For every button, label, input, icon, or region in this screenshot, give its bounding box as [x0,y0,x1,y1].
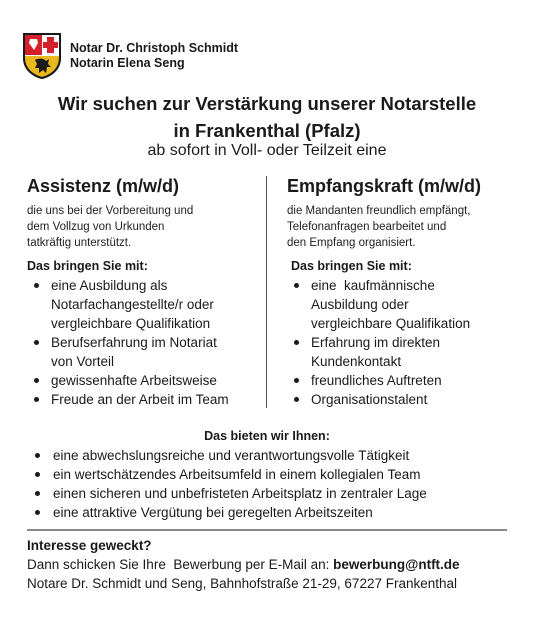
requirements-title: Das bringen Sie mit: [291,259,412,273]
headline-line-2: in Frankenthal (Pfalz) [173,120,361,141]
requirement-line: Berufserfahrung im Notariat [51,335,217,350]
description-line: die uns bei der Vorbereitung und [27,205,194,217]
headline-line-1: Wir suchen zur Verstärkung unserer Notarstelle [57,93,477,114]
requirement-item [287,276,527,333]
position-assistenz [27,174,267,409]
requirement-item [27,390,267,409]
requirement-item [27,333,267,371]
requirement-line: eine kaufmännische [311,278,435,293]
requirement-item [287,390,527,409]
headline [0,90,534,144]
requirement-line: Ausbildung oder [311,297,409,312]
offer-item: eine abwechslungsreiche und verantwortungsvolle Tätigkeit [27,446,507,465]
description-line: die Mandanten freundlich empfängt, [287,205,471,217]
offer-title: Das bieten wir Ihnen: [204,429,330,443]
description-line: tatkräftig unterstützt. [27,237,132,249]
requirement-line: von Vorteil [51,354,115,369]
position-empfangskraft [287,174,527,409]
requirement-item [287,333,527,371]
subline: ab sofort in Voll- oder Teilzeit eine [147,142,387,159]
requirement-item [287,371,527,390]
description-line: Telefonanfragen bearbeitet und [287,221,447,233]
requirement-line: gewissenhafte Arbeitsweise [51,373,217,388]
description-line: den Empfang organisiert. [287,237,416,249]
description-line: dem Vollzug von Urkunden [27,221,165,233]
offer-item: einen sicheren und unbefristeten Arbeitsplatz in zentraler Lage [27,484,507,503]
offer-section [27,427,507,522]
contact-line [27,555,517,574]
notary-name-2: Notarin Elena Seng [70,56,185,70]
requirement-item [27,371,267,390]
email-link[interactable]: bewerbung@ntft.de [333,557,460,572]
contact-question: Interesse geweckt? [27,538,152,553]
requirements-title: Das bringen Sie mit: [27,259,148,273]
requirement-item [27,276,267,333]
requirement-line: vergleichbare Qualifikation [311,316,471,331]
contact-address: Notare Dr. Schmidt und Seng, Bahnhofstraße 21-29, 67227 Frankenthal [27,576,458,591]
requirement-line: eine Ausbildung als [51,278,168,293]
offer-list [27,446,507,522]
requirement-line: Notarfachangestellte/r oder [51,297,214,312]
requirement-line: vergleichbare Qualifikation [51,316,211,331]
position-title: Assistenz (m/w/d) [27,176,180,196]
contact-section [27,536,517,593]
offer-item: ein wertschätzendes Arbeitsumfeld in einem kollegialen Team [27,465,507,484]
notary-name-1: Notar Dr. Christoph Schmidt [70,41,239,55]
coat-of-arms-icon [22,32,62,80]
requirement-line: freundliches Auftreten [311,373,442,388]
column-divider [266,176,267,408]
office-names [70,41,238,71]
contact-line-text: Dann schicken Sie Ihre Bewerbung per E-Mail an: [27,557,334,572]
position-description [287,203,527,251]
requirement-line: Freude an der Arbeit im Team [51,392,229,407]
office-header [22,32,238,80]
section-divider [27,529,507,531]
requirement-line: Erfahrung im direkten [311,335,441,350]
requirement-line: Kundenkontakt [311,354,402,369]
offer-item: eine attraktive Vergütung bei geregelten Arbeitszeiten [27,503,507,522]
position-title: Empfangskraft (m/w/d) [287,176,482,196]
requirement-line: Organisationstalent [311,392,428,407]
position-description [27,203,267,251]
requirements-list [287,276,527,409]
requirements-list [27,276,267,409]
